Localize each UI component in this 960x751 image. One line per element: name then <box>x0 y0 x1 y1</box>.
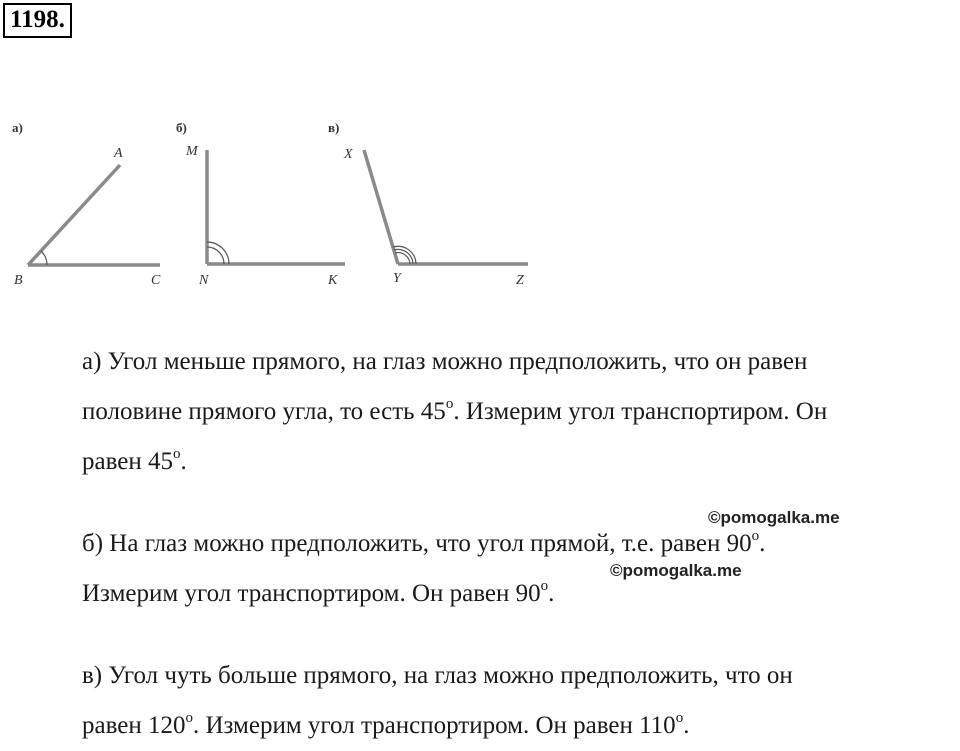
problem-number: 1198. <box>3 3 72 38</box>
answer-c-line-2-text-mid: . Измерим угол транспортиром. Он равен 110 <box>192 712 676 739</box>
answer-b-line-1-text-end: . <box>759 530 766 557</box>
figure-panel-b <box>176 120 345 288</box>
ray-yx <box>364 150 398 264</box>
point-label-n: N <box>199 273 209 288</box>
point-label-k: K <box>328 273 338 288</box>
point-label-m: M <box>186 144 198 159</box>
answer-b-line-2-text: Измерим угол транспортиром. Он равен 90 <box>82 580 541 607</box>
degree-sign: o <box>675 710 684 726</box>
angle-arc-n-outer <box>207 242 229 264</box>
answer-c-line-2-text-end: . <box>683 712 690 739</box>
answer-a-line-2-text: половине прямого угла, то есть 45 <box>82 398 446 425</box>
panel-label-a: а) <box>12 120 23 135</box>
angle-arc-b <box>41 251 47 265</box>
answer-c-line-2 <box>82 701 960 751</box>
answer-a <box>82 337 960 487</box>
answer-a-line-3-text-end: . <box>180 448 187 475</box>
panel-label-b: б) <box>176 120 187 135</box>
degree-sign: o <box>540 578 549 594</box>
point-label-x: X <box>344 147 353 162</box>
answer-a-line-3 <box>82 437 960 487</box>
watermark: ©pomogalka.me <box>610 561 742 580</box>
answer-a-line-1: а) Угол меньше прямого, на глаз можно предположить, что он равен <box>82 348 808 375</box>
answer-c-line-2-text: равен 120 <box>82 712 186 739</box>
answer-c-line-1: в) Угол чуть больше прямого, на глаз можно предположить, что он <box>82 662 793 689</box>
degree-sign: o <box>185 710 193 726</box>
figure-panel-a <box>12 120 161 288</box>
figure-panel-c <box>328 120 528 288</box>
answer-c <box>82 651 960 751</box>
answer-b-line-2-text-end: . <box>548 580 555 607</box>
angle-arc-n-inner <box>207 247 224 264</box>
answer-a-line-2-text-end: . Измерим угол транспортиром. Он <box>453 398 828 425</box>
answer-a-line-2 <box>82 387 960 437</box>
answer-b-line-2 <box>82 569 960 619</box>
panel-label-c: в) <box>328 120 340 135</box>
degree-sign: o <box>445 396 454 412</box>
point-label-c: C <box>151 273 161 288</box>
angle-figure <box>0 110 540 290</box>
answer-a-line-3-text: равен 45 <box>82 448 173 475</box>
ray-ba <box>28 165 120 265</box>
answer-b <box>82 519 960 619</box>
degree-sign: o <box>751 528 760 544</box>
point-label-y: Y <box>393 271 401 286</box>
degree-sign: o <box>172 446 181 462</box>
watermark: ©pomogalka.me <box>708 508 840 527</box>
answer-b-line-1-text: б) На глаз можно предположить, что угол прямой, т.е. равен 90 <box>82 530 752 557</box>
point-label-a: A <box>114 146 123 161</box>
point-label-z: Z <box>516 273 524 288</box>
point-label-b: B <box>14 273 23 288</box>
